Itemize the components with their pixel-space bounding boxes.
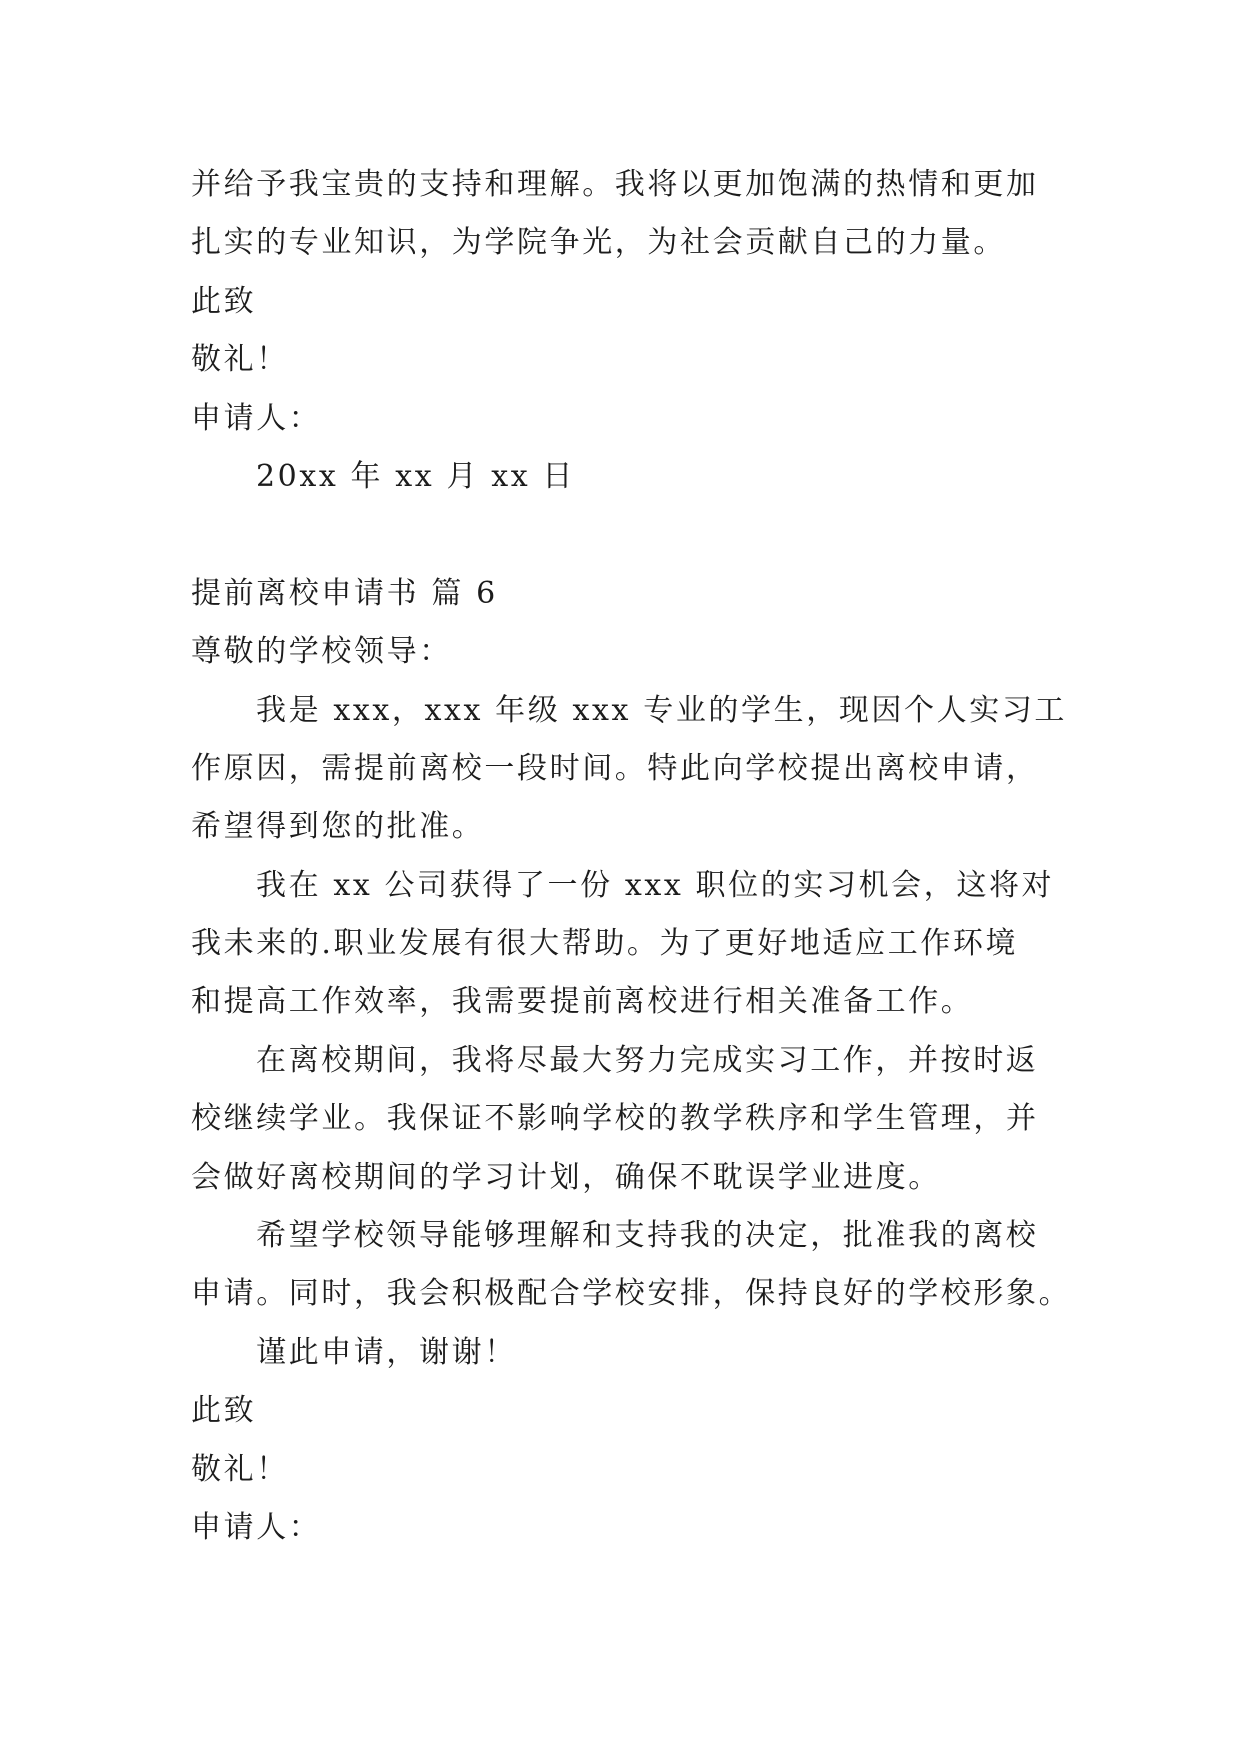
paragraph bbox=[191, 682, 1091, 857]
regards-line: 敬礼！ bbox=[191, 342, 289, 378]
body-line: 并给予我宝贵的支持和理解。我将以更加饱满的热情和更加 bbox=[191, 167, 1039, 202]
paragraph-line: 作原因，需提前离校一段时间。特此向学校提出离校申请， bbox=[191, 750, 1039, 786]
paragraph-line: 我是 xxx，xxx 年级 xxx 专业的学生，现因个人实习工 bbox=[256, 692, 1068, 728]
paragraph-line: 校继续学业。我保证不影响学校的教学秩序和学生管理，并 bbox=[191, 1101, 1039, 1137]
closing-line: 此致 bbox=[191, 283, 257, 319]
paragraph bbox=[191, 1207, 1091, 1324]
paragraph-line: 申请。同时，我会积极配合学校安排，保持良好的学校形象。 bbox=[191, 1276, 1072, 1312]
applicant-label: 申请人： bbox=[191, 1509, 322, 1545]
paragraph-line: 我未来的.职业发展有很大帮助。为了更好地适应工作环境 bbox=[191, 926, 1019, 962]
paragraph bbox=[191, 1032, 1091, 1207]
paragraph-line: 我在 xx 公司获得了一份 xxx 职位的实习机会，这将对 bbox=[256, 867, 1055, 903]
paragraph-line: 希望学校领导能够理解和支持我的决定，批准我的离校 bbox=[256, 1218, 1039, 1254]
body-line: 扎实的专业知识，为学院争光，为社会贡献自己的力量。 bbox=[191, 225, 1006, 261]
blank-spacer bbox=[191, 506, 1091, 564]
paragraph-line: 希望得到您的批准。 bbox=[191, 809, 485, 845]
previous-letter-ending bbox=[191, 156, 1091, 506]
paragraph-line: 会做好离校期间的学习计划，确保不耽误学业进度。 bbox=[191, 1159, 941, 1195]
applicant-label: 申请人： bbox=[191, 400, 322, 436]
paragraph bbox=[191, 1324, 1091, 1382]
date-line: 20xx 年 xx 月 xx 日 bbox=[256, 458, 575, 494]
regards-line: 敬礼！ bbox=[191, 1451, 289, 1487]
letter-title: 提前离校申请书 篇 6 bbox=[191, 575, 498, 611]
closing-line: 此致 bbox=[191, 1393, 257, 1429]
letter-6 bbox=[191, 565, 1091, 1558]
paragraph bbox=[191, 857, 1091, 1032]
paragraph-line: 在离校期间，我将尽最大努力完成实习工作，并按时返 bbox=[256, 1042, 1039, 1078]
paragraph-line: 和提高工作效率，我需要提前离校进行相关准备工作。 bbox=[191, 984, 974, 1020]
paragraph-line: 谨此申请，谢谢！ bbox=[256, 1334, 517, 1370]
salutation: 尊敬的学校领导： bbox=[191, 634, 452, 670]
